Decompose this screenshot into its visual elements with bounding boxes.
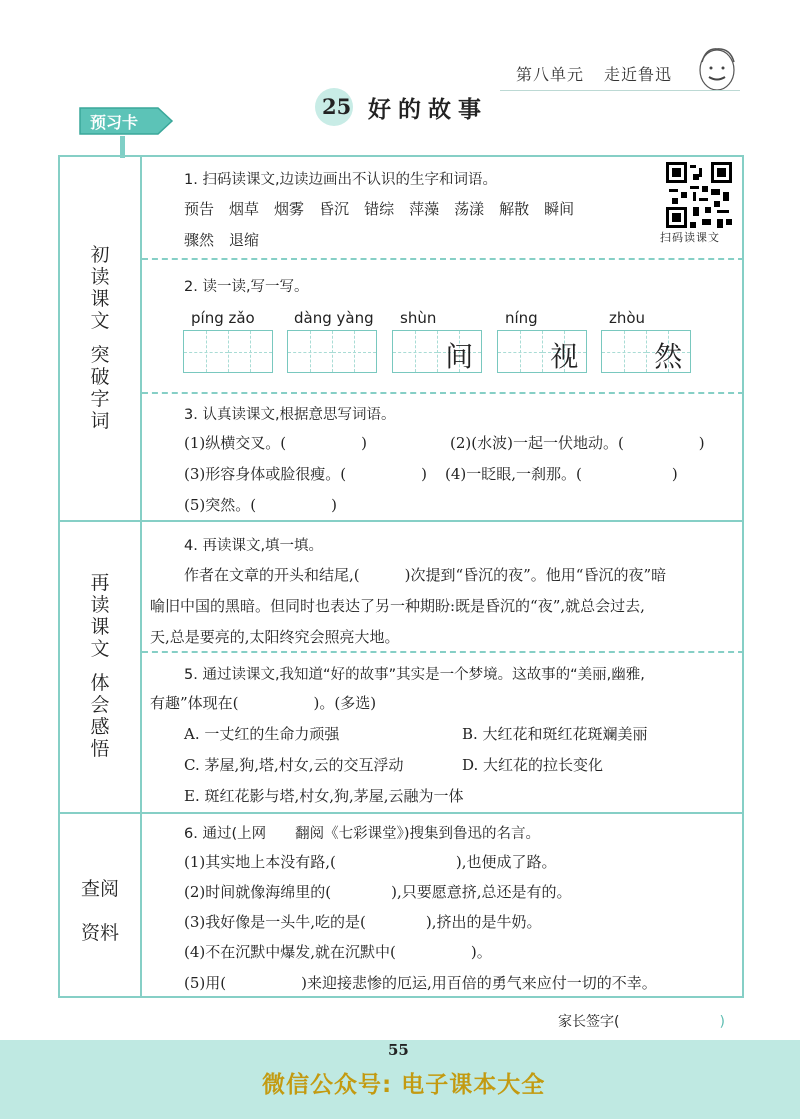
lesson-title: 好的故事 [368, 96, 488, 123]
vocab-word: 萍藻 [409, 200, 440, 218]
writing-box[interactable] [601, 330, 691, 373]
q6-item-4: (4)不在沉默中爆发,就在沉默中( )。 [184, 943, 492, 961]
vocab-word: 骤然 [184, 231, 215, 249]
given-character: 视 [550, 340, 579, 373]
vocab-word: 解散 [499, 200, 530, 218]
qr-code-icon[interactable] [666, 162, 732, 228]
vocab-word: 烟雾 [274, 200, 305, 218]
section-divider [58, 812, 744, 814]
section-label-first-reading: 初 读 课 文 突 破 字 词 [90, 244, 110, 432]
question-divider [142, 258, 744, 260]
section-divider [58, 520, 744, 522]
q3-item-5: (5)突然。( ) [184, 496, 337, 514]
pinyin: dàng yàng [294, 309, 374, 327]
q5-option-c: C. 茅屋,狗,塔,村女,云的交互浮动 [184, 756, 404, 774]
q5-prompt: 5. 通过读课文,我知道“好的故事”其实是一个梦境。这故事的“美丽,幽雅, [184, 667, 645, 683]
q4-prompt: 4. 再读课文,填一填。 [184, 538, 324, 554]
given-character: 间 [445, 340, 474, 373]
q6-item-2: (2)时间就像海绵里的( ),只要愿意挤,总还是有的。 [184, 883, 572, 901]
section-label-second-reading: 再 读 课 文 体 会 感 悟 [90, 572, 110, 760]
q1-prompt: 1. 扫码读课文,边读边画出不认识的生字和词语。 [184, 172, 498, 188]
parent-signature[interactable]: 家长签字( ) [558, 1014, 725, 1030]
vocab-word: 错综 [364, 200, 395, 218]
q3-prompt: 3. 认真读课文,根据意思写词语。 [184, 407, 396, 423]
q2-prompt: 2. 读一读,写一写。 [184, 279, 309, 295]
vocab-word: 荡漾 [454, 200, 485, 218]
question-divider [142, 392, 744, 394]
question-divider [142, 651, 744, 653]
q4-text-line: 作者在文章的开头和结尾,( )次提到“昏沉的夜”。他用“昏沉的夜”暗 [184, 566, 667, 584]
page-number: 55 [388, 1041, 409, 1059]
q5-prompt-line2: 有趣”体现在( )。(多选) [150, 694, 377, 712]
q3-item-3: (3)形容身体或脸很瘦。( ) [184, 465, 427, 483]
q6-item-5: (5)用( )来迎接悲惨的厄运,用百倍的勇气来应付一切的不幸。 [184, 974, 657, 992]
lesson-number: 25 [322, 94, 352, 119]
writing-box[interactable] [287, 330, 377, 373]
pinyin: píng zǎo [191, 309, 255, 327]
unit-number: 第八单元 [516, 65, 585, 84]
q4-text-line: 喻旧中国的黑暗。但同时也表达了另一种期盼:既是昏沉的“夜”,就总会过去, [150, 597, 645, 615]
lu-xun-portrait-icon [694, 44, 740, 96]
writing-box[interactable] [497, 330, 587, 373]
q1-word-list [184, 198, 589, 219]
q4-text-line: 天,总是要亮的,太阳终究会照亮大地。 [150, 628, 400, 646]
q3-item-4: (4)一眨眼,一刹那。( ) [445, 465, 678, 483]
writing-box[interactable] [183, 330, 273, 373]
vocab-word: 退缩 [229, 231, 260, 249]
q6-item-1: (1)其实地上本没有路,( ),也便成了路。 [184, 853, 557, 871]
vocab-word: 预告 [184, 200, 215, 218]
pinyin: níng [505, 309, 538, 327]
vocab-word: 瞬间 [544, 200, 575, 218]
q3-item-1: (1)纵横交叉。( ) [184, 434, 367, 452]
q6-item-3: (3)我好像是一头牛,吃的是( ),挤出的是牛奶。 [184, 913, 542, 931]
q5-option-e: E. 斑红花影与塔,村女,狗,茅屋,云融为一体 [184, 787, 464, 805]
pinyin: shùn [400, 309, 437, 327]
pinyin: zhòu [609, 309, 646, 327]
vocab-word: 烟草 [229, 200, 260, 218]
q3-item-2: (2)(水波)一起一伏地动。( ) [450, 434, 705, 452]
q5-option-b: B. 大红花和斑红花斑斓美丽 [462, 725, 648, 743]
q6-prompt: 6. 通过(上网 翻阅《七彩课堂》)搜集到鲁迅的名言。 [184, 826, 541, 842]
q5-option-a: A. 一丈红的生命力顽强 [184, 725, 340, 743]
section-label-research: 查阅 资料 [80, 878, 120, 944]
writing-box[interactable] [392, 330, 482, 373]
given-character: 然 [654, 340, 683, 373]
column-divider [140, 155, 142, 998]
vocab-word: 昏沉 [319, 200, 350, 218]
preview-card-label: 预习卡 [90, 113, 139, 132]
qr-caption: 扫码读课文 [660, 231, 720, 244]
unit-title: 走近鲁迅 [604, 65, 673, 84]
q5-option-d: D. 大红花的拉长变化 [462, 756, 604, 774]
unit-header [516, 62, 692, 85]
header-rule [500, 90, 740, 91]
footer-banner: 微信公众号: 电子课本大全 [262, 1072, 546, 1098]
q1-word-list-2 [184, 229, 274, 250]
